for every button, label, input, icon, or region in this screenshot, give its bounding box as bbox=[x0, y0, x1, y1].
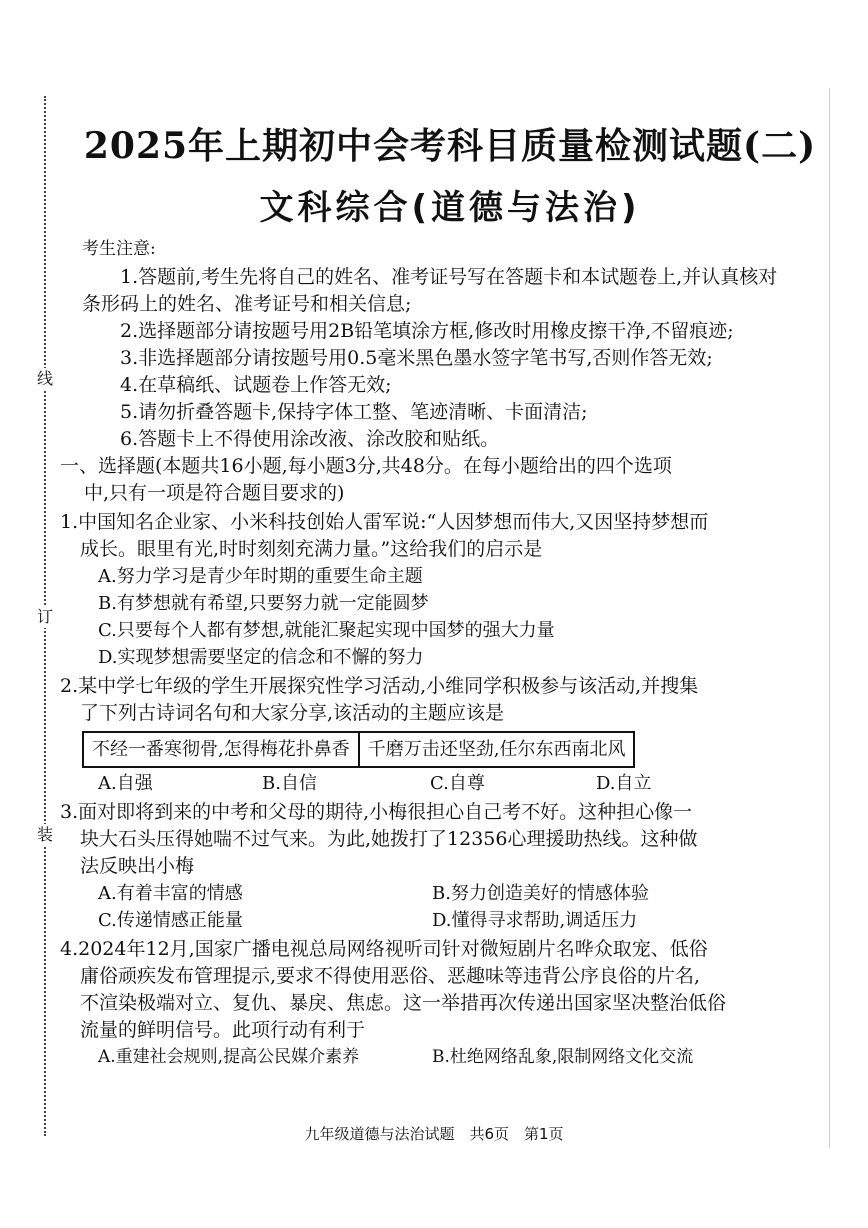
question-2 bbox=[60, 673, 788, 797]
notice-item: 5.请勿折叠答题卡,保持字体工整、笔迹清晰、卡面清洁; bbox=[120, 401, 588, 423]
poem-cell: 千磨万击还坚劲,任尔东西南北风 bbox=[359, 732, 635, 767]
question-2-option-c: C.自尊 bbox=[430, 773, 485, 794]
question-4-stem-cont: 庸俗顽疾发布管理提示,要求不得使用恶俗、恶趣味等违背公序良俗的片名, bbox=[80, 965, 701, 987]
question-3 bbox=[60, 799, 788, 934]
question-2-stem: 2.某中学七年级的学生开展探究性学习活动,小维同学积极参与该活动,并搜集 bbox=[60, 675, 699, 697]
question-4-stem: 4.2024年12月,国家广播电视总局网络视听司针对微短剧片名哗众取宠、低俗 bbox=[60, 938, 708, 960]
question-3-option-a: A.有着丰富的情感 bbox=[98, 883, 243, 904]
question-4-stem-cont: 流量的鲜明信号。此项行动有利于 bbox=[80, 1019, 366, 1041]
page-edge-line bbox=[829, 88, 830, 1148]
question-2-options bbox=[98, 770, 788, 797]
page-footer: 九年级道德与法治试题 共6页 第1页 bbox=[304, 1125, 564, 1143]
question-1-stem: 1.中国知名企业家、小米科技创始人雷军说:“人因梦想而伟大,又因坚持梦想而 bbox=[60, 511, 709, 533]
question-4 bbox=[60, 936, 788, 1071]
question-1-option-d: D.实现梦想需要坚定的信念和不懈的努力 bbox=[98, 647, 424, 668]
question-1-stem-cont: 成长。眼里有光,时时刻刻充满力量。”这给我们的启示是 bbox=[80, 538, 543, 560]
question-2-option-a: A.自强 bbox=[98, 773, 153, 794]
poem-cell: 不经一番寒彻骨,怎得梅花扑鼻香 bbox=[83, 732, 359, 767]
question-3-stem: 3.面对即将到来的中考和父母的期待,小梅很担心自己考不好。这种担心像一 bbox=[60, 801, 693, 823]
question-4-stem-cont: 不渲染极端对立、复仇、暴戾、焦虑。这一举措再次传递出国家坚决整治低俗 bbox=[80, 992, 727, 1014]
notice-item: 6.答题卡上不得使用涂改液、涂改胶和贴纸。 bbox=[120, 428, 500, 450]
question-4-options bbox=[98, 1044, 788, 1071]
notice-block bbox=[82, 238, 788, 453]
notice-item: 3.非选择题部分请按题号用0.5毫米黑色墨水签字笔书写,否则作答无效; bbox=[120, 347, 713, 369]
question-1-option-b: B.有梦想就有希望,只要努力就一定能圆梦 bbox=[98, 593, 429, 614]
exam-content bbox=[60, 238, 788, 1071]
question-2-option-d: D.自立 bbox=[596, 773, 652, 794]
poem-table bbox=[82, 731, 635, 768]
question-2-stem-cont: 了下列古诗词名句和大家分享,该活动的主题应该是 bbox=[80, 702, 505, 724]
question-1 bbox=[60, 509, 788, 671]
question-3-options-row2 bbox=[98, 907, 788, 934]
question-1-option-c: C.只要每个人都有梦想,就能汇聚起实现中国梦的强大力量 bbox=[98, 620, 555, 641]
section-heading-line2: 中,只有一项是符合题目要求的) bbox=[84, 482, 345, 504]
exam-subtitle: 文科综合(道德与法治) bbox=[259, 188, 641, 228]
question-1-option-a: A.努力学习是青少年时期的重要生命主题 bbox=[98, 566, 423, 587]
question-3-option-d: D.懂得寻求帮助,调适压力 bbox=[432, 910, 638, 931]
notice-item: 2.选择题部分请按题号用2B铅笔填涂方框,修改时用橡皮擦干净,不留痕迹; bbox=[120, 320, 734, 342]
question-2-option-b: B.自信 bbox=[262, 773, 317, 794]
question-3-option-b: B.努力创造美好的情感体验 bbox=[432, 883, 649, 904]
question-3-stem-cont: 法反映出小梅 bbox=[80, 855, 195, 877]
question-3-options-row1 bbox=[98, 880, 788, 907]
notice-item: 4.在草稿纸、试题卷上作答无效; bbox=[120, 374, 392, 396]
question-3-stem-cont: 块大石头压得她喘不过气来。为此,她拨打了12356心理援助热线。这种做 bbox=[80, 828, 698, 850]
question-4-option-a: A.重建社会规则,提高公民媒介素养 bbox=[98, 1047, 360, 1067]
notice-heading: 考生注意: bbox=[82, 239, 156, 259]
section-heading bbox=[60, 453, 788, 507]
binding-char-line: 线 bbox=[34, 368, 56, 390]
binding-char-bind: 订 bbox=[34, 606, 56, 628]
binding-char-pack: 装 bbox=[34, 824, 56, 846]
section-heading-line1: 一、选择题(本题共16小题,每小题3分,共48分。在每小题给出的四个选项 bbox=[60, 455, 672, 477]
exam-title: 2025年上期初中会考科目质量检测试题(二) bbox=[83, 125, 817, 167]
question-3-option-c: C.传递情感正能量 bbox=[98, 910, 243, 931]
notice-item: 1.答题前,考生先将自己的姓名、准考证号写在答题卡和本试题卷上,并认真核对条形码上的姓名、准考证号和相关信息; bbox=[82, 266, 778, 315]
question-4-option-b: B.杜绝网络乱象,限制网络文化交流 bbox=[432, 1047, 694, 1067]
